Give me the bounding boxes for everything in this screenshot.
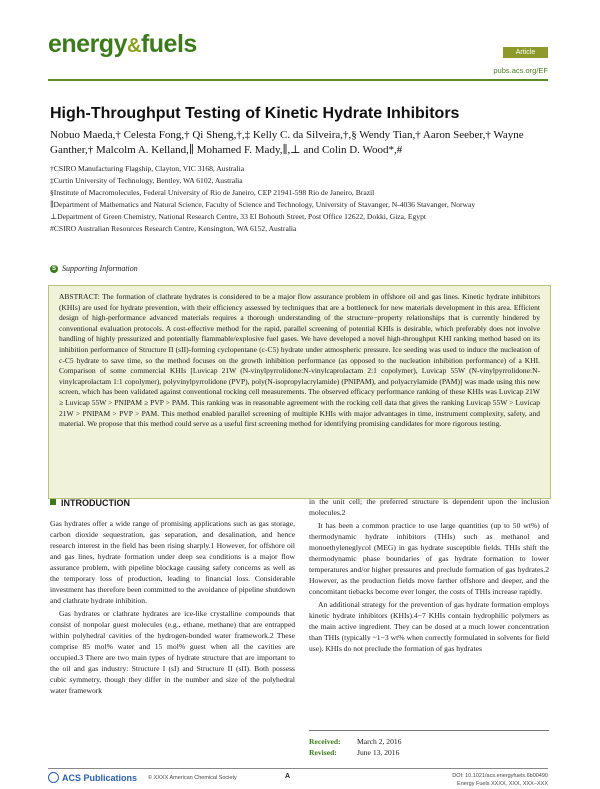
affiliation-item: #CSIRO Australian Resources Research Centre, Kensington, WA 6152, Australia [50, 224, 297, 233]
copyright-notice: © XXXX American Chemical Society [148, 775, 237, 781]
affiliation-item: ‡Curtin University of Technology, Bentley, WA 6102, Australia [50, 176, 243, 185]
doi-link[interactable]: DOI: 10.1021/acs.energyfuels.6b00490 [452, 773, 548, 779]
journal-url-link[interactable]: pubs.acs.org/EF [493, 66, 548, 75]
acs-logo-label: ACS Publications [62, 773, 138, 783]
revised-date-row [309, 747, 549, 758]
affiliation-item: §Institute of Macromolecules, Federal University of Rio de Janeiro, CEP 21941-598 Rio de Janeiro, Brazil [50, 188, 375, 197]
citation-line: Energy Fuels XXXX, XXX, XXX−XXX [457, 781, 548, 787]
supporting-info-link[interactable] [50, 264, 138, 273]
revised-value: June 13, 2016 [357, 748, 400, 757]
affiliation-list [50, 163, 550, 235]
footer-divider [48, 768, 548, 769]
affiliation-item: ∥Department of Mathematics and Natural Science, Faculty of Science and Technology, University of Stavanger, N-4036 Stavanger, Norway [50, 200, 476, 209]
body-paragraph: An additional strategy for the prevention of gas hydrate formation employs kinetic hydrate inhibitors (KHIs).4−7 KHIs contain hydrophilic polymers as the main active ingredient. They can be dosed at a much lower concentration than THIs (typically ~1−3 wt% when correctly formulated in solvents for field use). KHIs do not preclude the formation of gas hydrates [309, 600, 549, 653]
supporting-info-icon: S [51, 266, 56, 273]
journal-logo-left: energy [48, 30, 127, 58]
page-number: A [285, 773, 291, 780]
publication-dates [309, 730, 549, 758]
received-label: Received: [309, 737, 341, 746]
acs-logo-icon [48, 772, 59, 783]
supporting-info-label: Supporting Information [62, 264, 138, 273]
affiliation-item: ⊥Department of Green Chemistry, National Research Centre, 33 El Bohouth Street, Post Office 12622, Dokki, Giza, Egypt [50, 212, 426, 221]
doi-block [400, 772, 548, 788]
journal-logo[interactable] [48, 30, 197, 59]
abstract: ABSTRACT: The formation of clathrate hydrates is considered to be a major flow assurance problem in offshore oil and gas lines. Kinetic hydrate inhibitors (KHIs) are used for hydrate prevention, with their efficiency assessed by techniques that are a bottleneck for new materials development in this area. Efficient design of high-performance advanced materials requires a thorough understanding of the structure−property relationships that is currently hindered by conventional evaluation protocols. A cost-effective method for the rapid, parallel screening of potential KHIs is desirable, which preferably does not involve handling of highly pressurized and potentially flammable/explosive fuel gases. We have developed a novel high-throughput KHI ranking method based on its inhibition performance of Structure II (sII)-forming cyclopentane (c-C5) hydrate under atmospheric pressure. Ice seeding was used to induce the nucleation of c-C5 hydrate to save time, so the method focuses on the growth inhibition performance (as opposed to the nucleation inhibition performance) of a KHI. Comparison of some commercial KHIs [Luvicap 21W (N-vinylpyrrolidone:N-vinylcaprolactam 2:1 copolymer), Luvicap 55W (N-vinylpyrrolidone:N-vinylcaprolactam 1:1 copolymer), polyvinylpyrrolidone (PVP), poly(N-isopropylacrylamide) (PNIPAM), and polyacrylamide (PAM)] was made using this new screen, which has been validated against conventional rocking cell measurements. The observed efficacy performance ranking of these KHIs was Luvicap 21W ≥ Luvicap 55W > PNIPAM ≥ PVP > PAM. This ranking was in reasonable agreement with the rocking cell data that gives the ranking Luvicap 55W > Luvicap 21W > PNIPAM > PVP > PAM. This method enabled parallel screening of multiple KHIs with major advantages in time, instrument complexity, safety, and material. We propose that this method could serve as a useful first screening method for identifying promising candidates for more rigorous testing. [48, 285, 551, 499]
body-paragraph: in the unit cell; the preferred structure is dependent upon the inclusion molecules.2 [309, 497, 549, 517]
body-paragraph: Gas hydrates offer a wide range of promising applications such as gas storage, carbon dioxide sequestration, gas separation, and desalination, and hence research interest in the field has been rising sharply.1 However, for offshore oil and gas lines, hydrate formation under deep sea conditions is a major flow assurance problem, with pipeline blockage causing safety concerns as well as the temporary loss of production, leading to financial loss. Considerable investment has therefore been committed to the avoidance of pipeline shutdown and clathrate hydrate inhibition. [50, 519, 295, 605]
body-paragraph: It has been a common practice to use large quantities (up to 50 wt%) of thermodynamic hydrate inhibitors (THIs) such as methanol and monoethyleneglycol (MEG) in gas hydrate susceptible fields. THIs shift the thermodynamic phase boundaries of gas hydrate formation to lower temperatures and/or higher pressures and preclude formation of gas hydrates.2 However, as the production fields move farther offshore and deeper, and the concomitant tiebacks become ever longer, the costs of THIs increase rapidly. [309, 521, 549, 596]
section-heading-label: INTRODUCTION [61, 498, 130, 508]
body-column-left [50, 496, 295, 698]
journal-logo-amp: & [126, 35, 141, 57]
revised-label: Revised: [309, 748, 337, 757]
header-divider [48, 79, 548, 81]
body-paragraph: Gas hydrates or clathrate hydrates are ice-like crystalline compounds that consist of nonpolar guest molecules (e.g., ethane, methane) that are entrapped within polyhedral cavities of the hydrogen-bonded water framework.2 These comprise 85 mol% water and 15 mol% guest when all the cavities are occupied.3 There are two main types of hydrate structure that are important to the oil and gas industry: Structure I (sI) and Structure II (sII). Both possess cubic symmetry, though they differ in the number and size of the polyhedral water framework [50, 609, 295, 695]
author-list: Nobuo Maeda,† Celesta Fong,† Qi Sheng,†,‡ Kelly C. da Silveira,†,§ Wendy Tian,† Aaron Seeber,† Wayne Ganther,† Malcolm A. Kelland,∥ Mohamed F. Mady,∥,⊥ and Colin D. Wood*,# [50, 129, 524, 156]
affiliation-item: †CSIRO Manufacturing Flagship, Clayton, VIC 3168, Australia [50, 164, 245, 173]
body-column-right [309, 496, 549, 656]
article-type-badge: Article [503, 47, 548, 58]
received-value: March 2, 2016 [357, 737, 402, 746]
journal-logo-right: fuels [140, 30, 197, 58]
section-bullet-icon [50, 499, 56, 505]
paper-title: High-Throughput Testing of Kinetic Hydrate Inhibitors [50, 105, 460, 122]
acs-publications-logo[interactable] [48, 772, 137, 783]
received-date-row [309, 736, 549, 747]
section-heading-introduction [50, 498, 295, 509]
